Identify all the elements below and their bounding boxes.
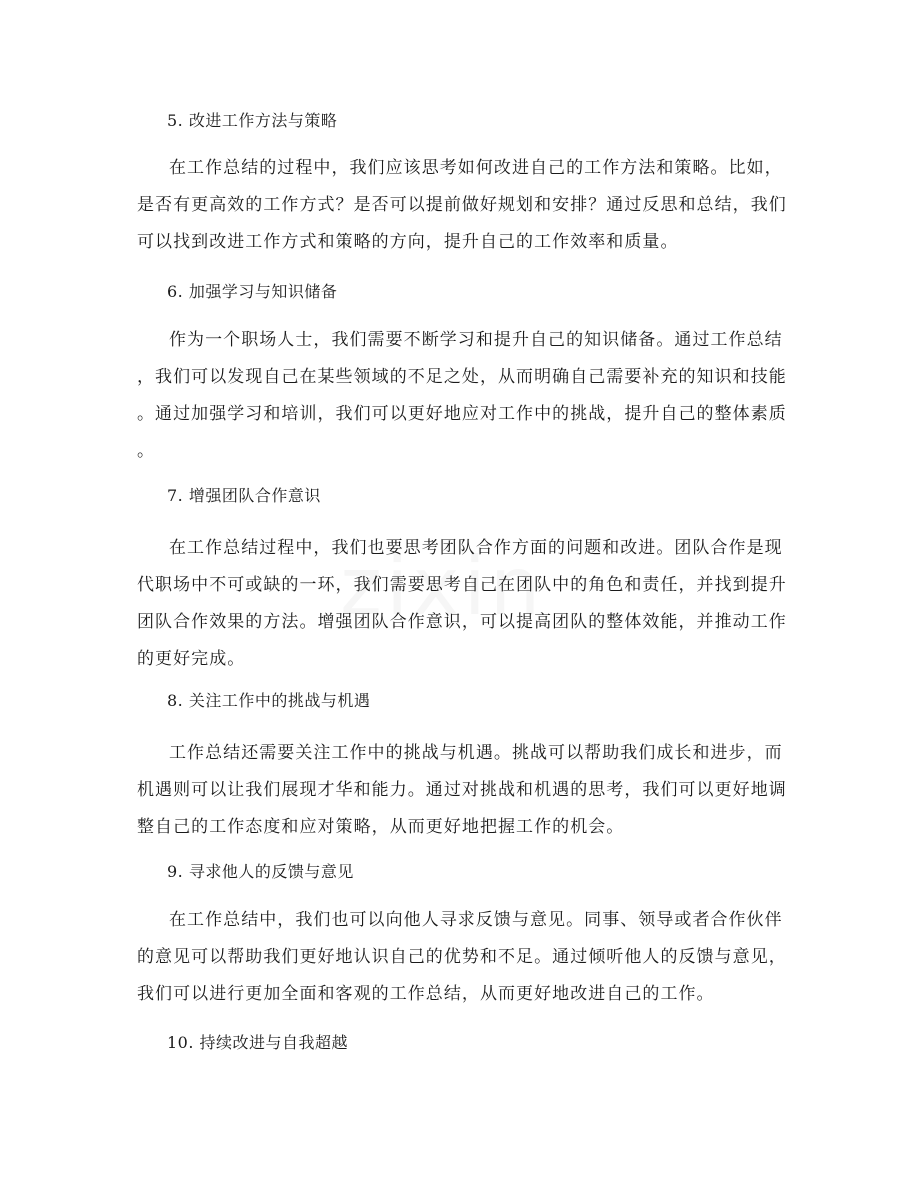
section-heading: 10. 持续改进与自我超越	[167, 1033, 349, 1052]
paragraph-line: 在工作总结中，我们也可以向他人寻求反馈与意见。同事、领导或者合作伙伴	[169, 910, 783, 930]
paragraph-line: 整自己的工作态度和应对策略，从而更好地把握工作的机会。	[137, 817, 625, 837]
paragraph-line: 工作总结还需要关注工作中的挑战与机遇。挑战可以帮助我们成长和进步，而	[169, 743, 783, 763]
paragraph-line: 的更好完成。	[137, 649, 246, 669]
paragraph-line: 在工作总结过程中，我们也要思考团队合作方面的问题和改进。团队合作是现	[169, 538, 783, 558]
section-heading: 9. 寻求他人的反馈与意见	[167, 862, 354, 881]
section-paragraph	[137, 322, 787, 470]
paragraph-line: 的意见可以帮助我们更好地认识自己的优势和不足。通过倾听他人的反馈与意见，	[137, 947, 787, 967]
paragraph-line: 代职场中不可或缺的一环，我们需要思考自己在团队中的角色和责任，并找到提升	[137, 575, 787, 595]
paragraph-line: 作为一个职场人士，我们需要不断学习和提升自己的知识储备。通过工作总结	[169, 330, 783, 350]
paragraph-line: 我们可以进行更加全面和客观的工作总结，从而更好地改进自己的工作。	[137, 984, 715, 1004]
section-heading: 6. 加强学习与知识储备	[167, 282, 338, 301]
paragraph-line: 。	[137, 441, 156, 461]
paragraph-line: 团队合作效果的方法。增强团队合作意识，可以提高团队的整体效能，并推动工作	[137, 612, 787, 632]
section-paragraph	[137, 150, 787, 261]
section-heading: 8. 关注工作中的挑战与机遇	[167, 691, 371, 710]
paragraph-line: 在工作总结的过程中，我们应该思考如何改进自己的工作方法和策略。比如，	[169, 158, 783, 178]
paragraph-line: 。通过加强学习和培训，我们可以更好地应对工作中的挑战，提升自己的整体素质	[137, 404, 787, 424]
section-paragraph	[137, 735, 787, 846]
paragraph-line: 是否有更高效的工作方式？是否可以提前做好规划和安排？通过反思和总结，我们	[137, 195, 787, 215]
section-heading: 5. 改进工作方法与策略	[167, 111, 338, 130]
section-heading: 7. 增强团队合作意识	[167, 486, 321, 505]
section-paragraph	[137, 530, 787, 678]
section-paragraph	[137, 902, 787, 1013]
paragraph-line: ，我们可以发现自己在某些领域的不足之处，从而明确自己需要补充的知识和技能	[137, 367, 787, 387]
paragraph-line: 机遇则可以让我们展现才华和能力。通过对挑战和机遇的思考，我们可以更好地调	[137, 780, 787, 800]
paragraph-line: 可以找到改进工作方式和策略的方向，提升自己的工作效率和质量。	[137, 232, 679, 252]
